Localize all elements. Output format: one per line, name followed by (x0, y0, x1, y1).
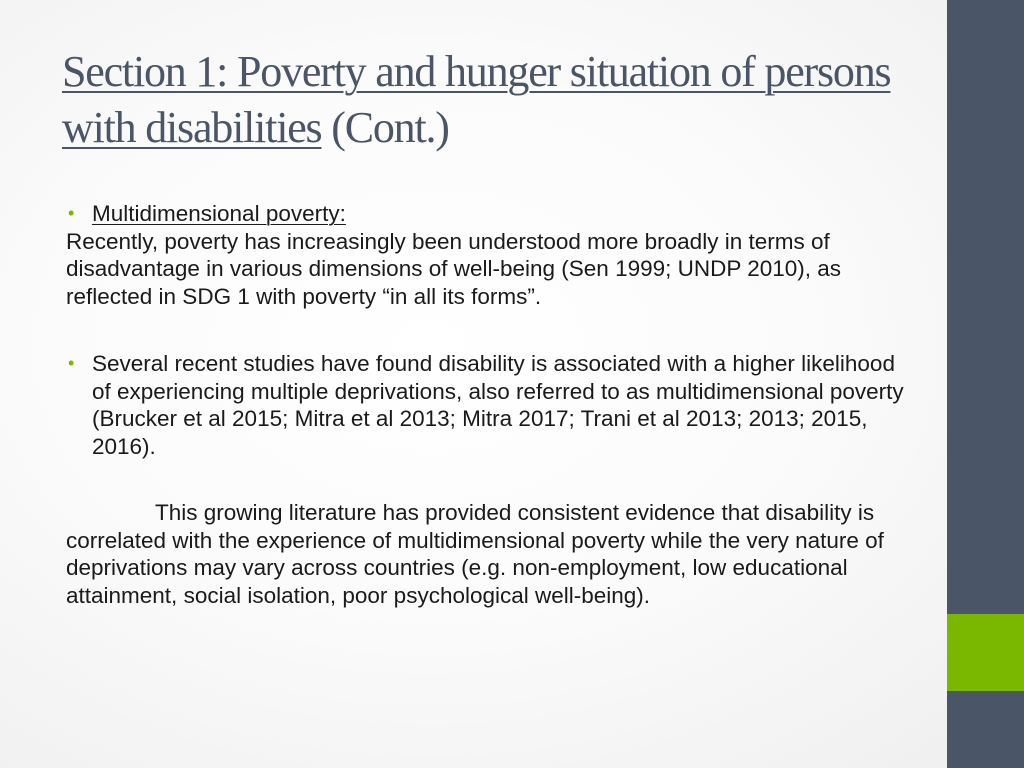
slide-title-main: Section 1: Poverty and hunger situation of persons with disabilities (62, 47, 891, 152)
bullet-label: Multidimensional poverty: (92, 201, 346, 226)
slide-title (62, 44, 922, 156)
paragraph-growing-literature: This growing literature has provided consistent evidence that disability is correlated with the experience of multidimensional poverty while the very nature of deprivations may vary across countries (e.g. non-employment, low educational attainment, social isolation, poor psychological well-being). (66, 500, 884, 608)
bullet-dot-icon: • (68, 353, 75, 373)
bullet-dot-icon: • (68, 203, 75, 223)
slide-body (66, 200, 906, 609)
bullet-item-recent-studies (66, 350, 906, 460)
slide-title-suffix: (Cont.) (321, 103, 449, 152)
paragraph-recent-poverty: Recently, poverty has increasingly been understood more broadly in terms of disadvantage in various dimensions of well-being (Sen 1999; UNDP 2010), as reflected in SDG 1 with poverty “in all its forms”. (66, 228, 842, 309)
bullet-text: Several recent studies have found disability is associated with a higher likelihood of experiencing multiple deprivations, also referred to as multidimensional poverty (Brucker et al 2015; Mitra et al 2013; Mitra 2017; Trani et al 2013; 2013; 2015, 2016). (92, 351, 904, 459)
bullet-item-multidimensional-poverty (66, 200, 906, 228)
side-accent-block (947, 614, 1024, 691)
